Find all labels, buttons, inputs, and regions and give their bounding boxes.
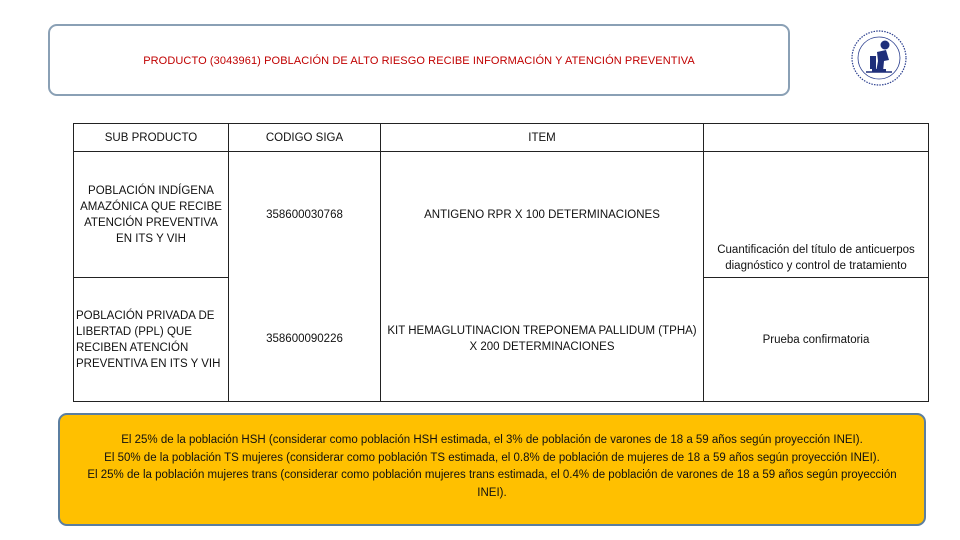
page-title: PRODUCTO (3043961) POBLACIÓN DE ALTO RIESGO RECIBE INFORMACIÓN Y ATENCIÓN PREVENTIVA bbox=[143, 55, 695, 67]
header-item: ITEM bbox=[381, 124, 704, 152]
table-row bbox=[74, 152, 929, 278]
cell-uso: Prueba confirmatoria bbox=[704, 278, 929, 402]
cell-codigo-siga: 358600030768 bbox=[229, 152, 381, 278]
note-line-trans: El 25% de la población mujeres trans (considerar como población mujeres trans estimada, el 0.4% de población de varones de 18 a 59 años según proyección INEI). bbox=[87, 469, 897, 499]
note-line-ts: El 50% de la población TS mujeres (considerar como población TS estimada, el 0.8% de población de mujeres de 18 a 59 años según proyección INEI). bbox=[104, 451, 880, 464]
header-empty bbox=[704, 124, 929, 152]
table-row bbox=[74, 278, 929, 402]
cell-codigo-siga: 358600090226 bbox=[229, 278, 381, 402]
cell-item: ANTIGENO RPR X 100 DETERMINACIONES bbox=[381, 152, 704, 278]
title-box bbox=[48, 24, 790, 96]
cell-uso: Cuantificación del título de anticuerpos diagnóstico y control de tratamiento bbox=[704, 152, 929, 278]
cell-item: KIT HEMAGLUTINACION TREPONEMA PALLIDUM (TPHA) X 200 DETERMINACIONES bbox=[381, 278, 704, 402]
cell-sub-producto: POBLACIÓN INDÍGENA AMAZÓNICA QUE RECIBE ATENCIÓN PREVENTIVA EN ITS Y VIH bbox=[74, 152, 229, 278]
institution-seal-icon bbox=[848, 28, 910, 88]
cell-sub-producto: POBLACIÓN PRIVADA DE LIBERTAD (PPL) QUE RECIBEN ATENCIÓN PREVENTIVA EN ITS Y VIH bbox=[74, 278, 229, 402]
product-table bbox=[73, 123, 929, 402]
estimation-note bbox=[58, 413, 926, 526]
note-line-hsh: El 25% de la población HSH (considerar como población HSH estimada, el 3% de población de varones de 18 a 59 años según proyección INEI). bbox=[121, 434, 863, 446]
header-codigo-siga: CODIGO SIGA bbox=[229, 124, 381, 152]
header-sub-producto: SUB PRODUCTO bbox=[74, 124, 229, 152]
table-header-row bbox=[74, 124, 929, 152]
